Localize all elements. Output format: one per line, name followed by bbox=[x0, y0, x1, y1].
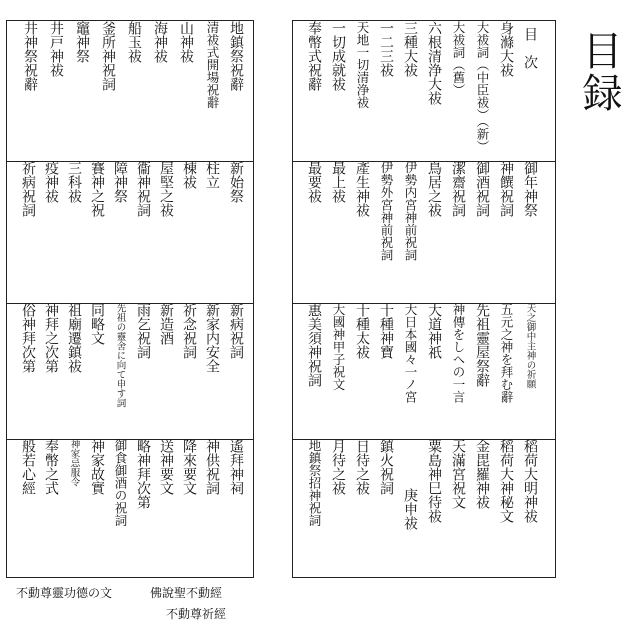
toc-row-2 bbox=[293, 161, 555, 304]
toc-entry: 雨乞祝詞 bbox=[135, 303, 151, 359]
toc-entry: 略神拜次第 bbox=[135, 439, 151, 509]
toc-entry: 障神祭 bbox=[112, 161, 128, 203]
toc-entry: 奉幣之式 bbox=[43, 439, 59, 495]
toc-entry: 先祖靈屋祭辭 bbox=[474, 303, 490, 387]
toc-entry: 稻荷大神秘文 bbox=[498, 439, 514, 523]
toc-entry: 新始祭 bbox=[228, 161, 244, 203]
toc-entry: 神饌祝詞 bbox=[498, 161, 514, 217]
toc-entry: 新病祝詞 bbox=[228, 303, 244, 359]
toc-entry: 日待之祓 bbox=[354, 439, 370, 495]
toc-entry: 御酒祝詞 bbox=[474, 161, 490, 217]
toc-entry: 天地一切清浄祓 bbox=[355, 21, 370, 109]
toc-entry: 柱立 bbox=[204, 161, 220, 189]
toc-entry: 神拜之次第 bbox=[43, 303, 59, 373]
toc-row-1 bbox=[7, 21, 253, 162]
toc-entry: 賽神之祝 bbox=[89, 161, 105, 217]
toc-entry: 海神祓 bbox=[152, 21, 168, 63]
toc-row-3 bbox=[7, 303, 253, 440]
toc-entry: 俗神拜次第 bbox=[20, 303, 36, 373]
toc-entry: 伊勢内宮神前祝詞 bbox=[403, 161, 418, 261]
toc-entry: 新家内安全 bbox=[204, 303, 220, 373]
toc-entry: 十種太祓 bbox=[354, 303, 370, 359]
footer-entry-left: 不動尊靈功德の文 bbox=[16, 586, 113, 600]
toc-entry: 潔齋祝詞 bbox=[450, 161, 466, 217]
toc-row-1 bbox=[293, 21, 555, 162]
toc-entry: 大祓詞（中臣祓）（新） bbox=[475, 21, 490, 153]
page-title: 目録 bbox=[576, 30, 622, 114]
toc-entry: 最上祓 bbox=[330, 161, 346, 203]
toc-entry: 御年神祭 bbox=[522, 161, 538, 217]
toc-entry: 送神要文 bbox=[158, 439, 174, 495]
toc-entry: 大日本國々一ノ宮 bbox=[403, 303, 418, 403]
toc-panel-right bbox=[292, 20, 556, 578]
toc-entry: 地鎮祭祝辭 bbox=[228, 21, 244, 91]
toc-entry: 一二三祓 bbox=[378, 21, 394, 77]
toc-entry: 大國神甲子祝文 bbox=[331, 303, 346, 391]
toc-entry: 產生神祓 bbox=[354, 161, 370, 217]
toc-entry: 大祓詞（舊） bbox=[451, 21, 466, 96]
toc-entry: 金毘羅神祓 bbox=[474, 439, 490, 509]
toc-entry: 最要祓 bbox=[306, 161, 322, 203]
toc-entry: 鳥居之祓 bbox=[426, 161, 442, 217]
toc-entry: 目 次 bbox=[522, 27, 538, 69]
toc-entry: 大道神祇 bbox=[426, 303, 442, 359]
toc-row-2 bbox=[7, 161, 253, 304]
footer-entry-right-2: 不動尊祈經 bbox=[166, 607, 227, 621]
toc-entry: 月待之祓 bbox=[330, 439, 346, 495]
toc-entry: 井神祭祝辭 bbox=[22, 21, 38, 91]
toc-entry: 山神祓 bbox=[178, 21, 194, 63]
toc-entry: 鎮火祝詞 bbox=[378, 439, 394, 495]
toc-entry: 衞神祝詞 bbox=[135, 161, 151, 217]
toc-entry: 三種大祓 bbox=[402, 21, 418, 77]
toc-entry: 同略文 bbox=[89, 303, 105, 345]
toc-entry: 疫神祓 bbox=[43, 161, 59, 203]
toc-row-3 bbox=[293, 303, 555, 440]
toc-row-4 bbox=[293, 439, 555, 579]
toc-entry: 神家故實 bbox=[89, 439, 105, 495]
toc-entry: 十種神寶 bbox=[378, 303, 394, 359]
toc-entry: 屋堅之祓 bbox=[158, 161, 174, 217]
toc-entry: 神傳をしへの一言 bbox=[451, 303, 466, 403]
toc-entry: 祖廟遷鎮祓 bbox=[66, 303, 82, 373]
toc-entry: 清祓式開場祝辭 bbox=[205, 21, 220, 109]
toc-entry: 神供祝詞 bbox=[204, 439, 220, 495]
toc-entry: 天滿宮祝文 bbox=[450, 439, 466, 509]
toc-entry: 五元之神を拜む辭 bbox=[499, 303, 514, 403]
toc-entry: 一切成就祓 bbox=[330, 21, 346, 91]
toc-entry: 庚申祓 bbox=[402, 488, 418, 530]
toc-entry: 祈念祝詞 bbox=[181, 303, 197, 359]
toc-entry: 棟祓 bbox=[181, 161, 197, 189]
toc-entry: 奉幣式祝辭 bbox=[306, 21, 322, 91]
toc-entry: 三科祓 bbox=[66, 161, 82, 203]
toc-entry: 粟島神巳待祓 bbox=[426, 439, 442, 523]
footer-entry-right: 佛說聖不動經 bbox=[150, 586, 223, 600]
toc-entry: 船玉祓 bbox=[126, 21, 142, 63]
toc-entry: 竈神祭 bbox=[74, 21, 90, 63]
toc-entry: 降來要文 bbox=[181, 439, 197, 495]
toc-entry: 御食御酒の祝詞 bbox=[113, 439, 128, 527]
toc-entry: 天之御中主神の祈願 bbox=[524, 303, 536, 389]
toc-entry: 祈病祝詞 bbox=[20, 161, 36, 217]
toc-entry: 釜所神祝詞 bbox=[100, 21, 116, 91]
toc-entry: 新造酒 bbox=[158, 303, 174, 345]
toc-entry: 井戸神祓 bbox=[48, 21, 64, 77]
toc-entry: 六根清浄大祓 bbox=[426, 21, 442, 105]
toc-entry: 遙拜神祠 bbox=[228, 439, 244, 495]
toc-entry: 稻荷大明神祓 bbox=[522, 439, 538, 523]
toc-entry: 惠美須神祝詞 bbox=[306, 303, 322, 387]
toc-row-4 bbox=[7, 439, 253, 579]
toc-entry: 先祖の靈舍に向て申す詞 bbox=[114, 303, 126, 408]
toc-entry: 般若心經 bbox=[20, 439, 36, 495]
toc-panel-left bbox=[6, 20, 254, 578]
toc-entry: 地鎮祭招神祝詞 bbox=[307, 439, 322, 527]
toc-entry: 神家忌服令 bbox=[68, 439, 80, 487]
toc-entry: 伊勢外宮神前祝詞 bbox=[379, 161, 394, 261]
toc-entry: 身滌大祓 bbox=[498, 21, 514, 77]
